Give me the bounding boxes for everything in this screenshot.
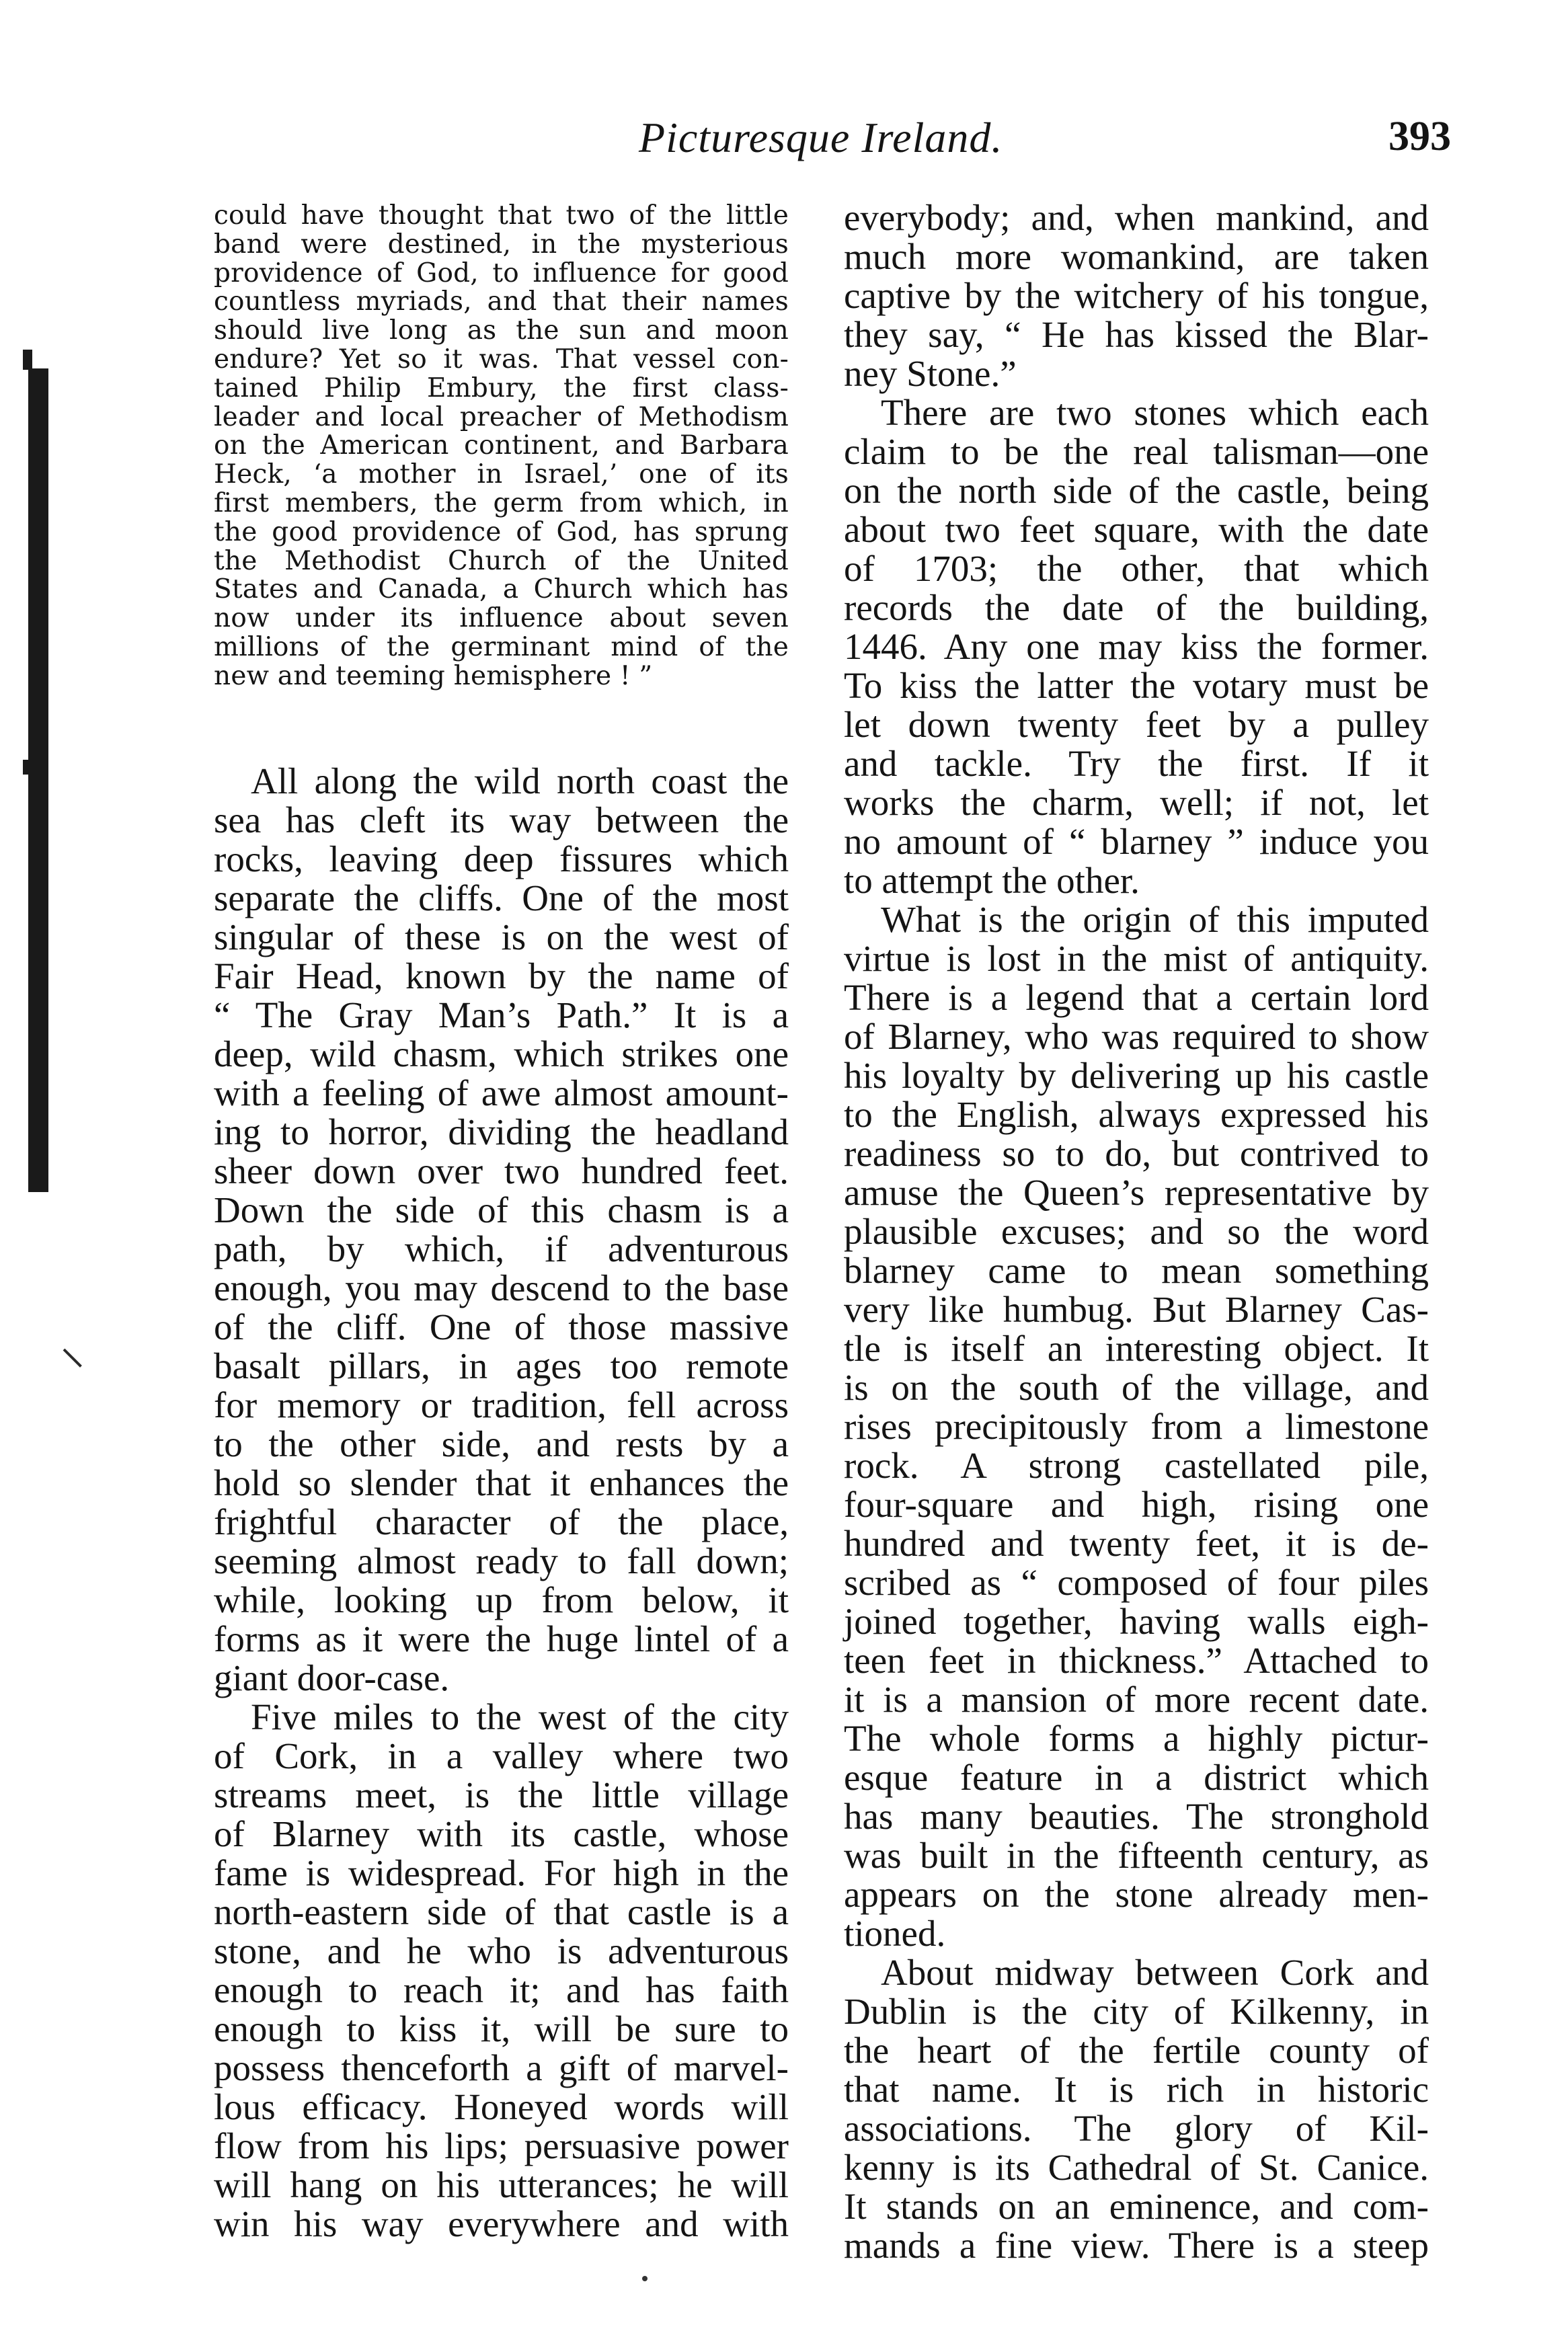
text-line: kenny is its Cathedral of St. Canice. bbox=[844, 2147, 1429, 2188]
text-line: streams meet, is the little village bbox=[214, 1774, 789, 1815]
margin-bar-nick bbox=[23, 350, 32, 370]
text-line: possess thenceforth a gift of marvel- bbox=[214, 2047, 789, 2088]
text-line: To kiss the latter the votary must be bbox=[844, 665, 1429, 706]
text-line: sea has cleft its way between the bbox=[214, 799, 789, 840]
text-line: lous efficacy. Honeyed words will bbox=[214, 2086, 789, 2127]
text-line: the good providence of God, has sprung bbox=[214, 516, 789, 547]
quotation-block bbox=[214, 202, 789, 691]
text-line: sheer down over two hundred feet. bbox=[214, 1150, 789, 1191]
text-line: works the charm, well; if not, let bbox=[844, 782, 1429, 823]
running-header: Picturesque Ireland. bbox=[639, 114, 1003, 161]
text-line: tained Philip Embury, the first class- bbox=[214, 372, 789, 403]
text-line: frightful character of the place, bbox=[214, 1501, 789, 1542]
text-line: while, looking up from below, it bbox=[214, 1579, 789, 1620]
text-line: endure? Yet so it was. That vessel con- bbox=[214, 344, 789, 374]
text-line: singular of these is on the west of bbox=[214, 916, 789, 957]
text-line: stone, and he who is adventurous bbox=[214, 1930, 789, 1971]
text-line: hold so slender that it enhances the bbox=[214, 1462, 789, 1503]
text-line: of Blarney with its castle, whose bbox=[214, 1813, 789, 1854]
text-line: path, by which, if adventurous bbox=[214, 1228, 789, 1269]
text-line: his loyalty by delivering up his castle bbox=[844, 1055, 1429, 1096]
text-line: flow from his lips; persuasive power bbox=[214, 2125, 789, 2166]
text-line: records the date of the building, bbox=[844, 587, 1429, 628]
text-line: of Blarney, who was required to show bbox=[844, 1016, 1429, 1057]
text-line: countless myriads, and that their names bbox=[214, 286, 789, 317]
text-line: to the English, always expressed his bbox=[844, 1094, 1429, 1135]
text-line: readiness so to do, but contrived to bbox=[844, 1133, 1429, 1174]
text-line: tioned. bbox=[844, 1913, 946, 1954]
text-line: States and Canada, a Church which has bbox=[214, 574, 789, 605]
page-number: 393 bbox=[1388, 114, 1451, 159]
text-line: it is a mansion of more recent date. bbox=[844, 1679, 1429, 1720]
text-line: that name. It is rich in historic bbox=[844, 2069, 1429, 2110]
text-line: on the American continent, and Barbara bbox=[214, 430, 789, 461]
right-column-body bbox=[844, 198, 1429, 2265]
text-line: hundred and twenty feet, it is de- bbox=[844, 1523, 1429, 1564]
text-line: mands a fine view. There is a steep bbox=[844, 2225, 1429, 2266]
text-line: rocks, leaving deep fissures which bbox=[214, 838, 789, 879]
text-line: enough to kiss it, will be sure to bbox=[214, 2008, 789, 2049]
text-line: leader and local preacher of Methodism bbox=[214, 401, 789, 432]
text-line: esque feature in a district which bbox=[844, 1757, 1429, 1798]
margin-bar-nick bbox=[23, 760, 32, 775]
text-line: providence of God, to influence for good bbox=[214, 258, 789, 288]
text-line: was built in the fifteenth century, as bbox=[844, 1835, 1429, 1876]
text-line: rock. A strong castellated pile, bbox=[844, 1445, 1429, 1486]
text-line: ney Stone.” bbox=[844, 353, 1017, 394]
text-line: claim to be the real talisman—one bbox=[844, 431, 1429, 472]
text-line: band were destined, in the mysterious bbox=[214, 229, 789, 260]
bottom-dot bbox=[642, 2276, 648, 2281]
text-line: ing to horror, dividing the headland bbox=[214, 1111, 789, 1152]
text-line: basalt pillars, in ages too remote bbox=[214, 1345, 789, 1386]
text-line: no amount of “ blarney ” induce you bbox=[844, 821, 1429, 862]
text-line: “ The Gray Man’s Path.” It is a bbox=[214, 994, 789, 1035]
text-line: About midway between Cork and bbox=[881, 1952, 1429, 1993]
text-line: to the other side, and rests by a bbox=[214, 1423, 789, 1464]
text-line: win his way everywhere and with bbox=[214, 2203, 789, 2244]
text-line: There are two stones which each bbox=[881, 392, 1429, 433]
margin-tick bbox=[63, 1349, 82, 1368]
text-line: let down twenty feet by a pulley bbox=[844, 704, 1429, 745]
text-line: and tackle. Try the first. If it bbox=[844, 743, 1429, 784]
text-line: virtue is lost in the mist of antiquity. bbox=[844, 938, 1429, 979]
text-line: All along the wild north coast the bbox=[251, 760, 789, 801]
text-line: about two feet square, with the date bbox=[844, 509, 1429, 550]
text-line: of Cork, in a valley where two bbox=[214, 1735, 789, 1776]
text-line: Five miles to the west of the city bbox=[251, 1696, 789, 1737]
text-line: very like humbug. But Blarney Cas- bbox=[844, 1289, 1429, 1330]
text-line: millions of the germinant mind of the bbox=[214, 631, 789, 662]
text-line: new and teeming hemisphere ! ” bbox=[214, 660, 653, 691]
text-line: north-eastern side of that castle is a bbox=[214, 1891, 789, 1932]
text-line: should live long as the sun and moon bbox=[214, 315, 789, 346]
text-line: Fair Head, known by the name of bbox=[214, 955, 789, 996]
text-line: blarney came to mean something bbox=[844, 1250, 1429, 1291]
text-line: associations. The glory of Kil- bbox=[844, 2108, 1429, 2149]
text-line: Down the side of this chasm is a bbox=[214, 1189, 789, 1230]
text-line: the Methodist Church of the United bbox=[214, 545, 789, 576]
text-line: enough, you may descend to the base bbox=[214, 1267, 789, 1308]
text-line: 1446. Any one may kiss the former. bbox=[844, 626, 1429, 667]
text-line: of the cliff. One of those massive bbox=[214, 1306, 789, 1347]
text-line: enough to reach it; and has faith bbox=[214, 1969, 789, 2010]
text-line: scribed as “ composed of four piles bbox=[844, 1562, 1429, 1603]
left-column-body bbox=[214, 762, 789, 2244]
text-line: It stands on an eminence, and com- bbox=[844, 2186, 1429, 2227]
text-line: teen feet in thickness.” Attached to bbox=[844, 1640, 1429, 1681]
text-line: plausible excuses; and so the word bbox=[844, 1211, 1429, 1252]
text-line: seeming almost ready to fall down; bbox=[214, 1540, 789, 1581]
text-line: now under its influence about seven bbox=[214, 603, 789, 634]
text-line: everybody; and, when mankind, and bbox=[844, 197, 1429, 238]
text-line: giant door-case. bbox=[214, 1657, 450, 1698]
text-line: What is the origin of this imputed bbox=[881, 899, 1429, 940]
text-line: forms as it were the huge lintel of a bbox=[214, 1618, 789, 1659]
text-line: joined together, having walls eigh- bbox=[844, 1601, 1429, 1642]
text-line: on the north side of the castle, being bbox=[844, 470, 1429, 511]
text-line: first members, the germ from which, in bbox=[214, 487, 789, 518]
text-line: the heart of the fertile county of bbox=[844, 2030, 1429, 2071]
text-line: There is a legend that a certain lord bbox=[844, 977, 1429, 1018]
text-line: deep, wild chasm, which strikes one bbox=[214, 1033, 789, 1074]
text-line: tle is itself an interesting object. It bbox=[844, 1328, 1429, 1369]
text-line: captive by the witchery of his tongue, bbox=[844, 275, 1429, 316]
text-line: will hang on his utterances; he will bbox=[214, 2164, 789, 2205]
text-line: four-square and high, rising one bbox=[844, 1484, 1429, 1525]
text-line: is on the south of the village, and bbox=[844, 1367, 1429, 1408]
text-line: with a feeling of awe almost amount- bbox=[214, 1072, 789, 1113]
text-line: could have thought that two of the little bbox=[214, 200, 789, 231]
text-line: fame is widespread. For high in the bbox=[214, 1852, 789, 1893]
text-line: for memory or tradition, fell across bbox=[214, 1384, 789, 1425]
text-line: Heck, ‘a mother in Israel,’ one of its bbox=[214, 459, 789, 490]
text-line: they say, “ He has kissed the Blar- bbox=[844, 314, 1429, 355]
text-line: of 1703; the other, that which bbox=[844, 548, 1429, 589]
text-line: has many beauties. The stronghold bbox=[844, 1796, 1429, 1837]
text-line: rises precipitously from a limestone bbox=[844, 1406, 1429, 1447]
text-line: separate the cliffs. One of the most bbox=[214, 877, 789, 918]
text-line: to attempt the other. bbox=[844, 860, 1140, 901]
text-line: amuse the Queen’s representative by bbox=[844, 1172, 1429, 1213]
text-line: appears on the stone already men- bbox=[844, 1874, 1429, 1915]
page-number-wrap bbox=[1388, 106, 1451, 167]
margin-bar bbox=[28, 368, 48, 1192]
text-line: Dublin is the city of Kilkenny, in bbox=[844, 1991, 1429, 2032]
text-line: much more womankind, are taken bbox=[844, 236, 1429, 277]
text-line: The whole forms a highly pictur- bbox=[844, 1718, 1429, 1759]
